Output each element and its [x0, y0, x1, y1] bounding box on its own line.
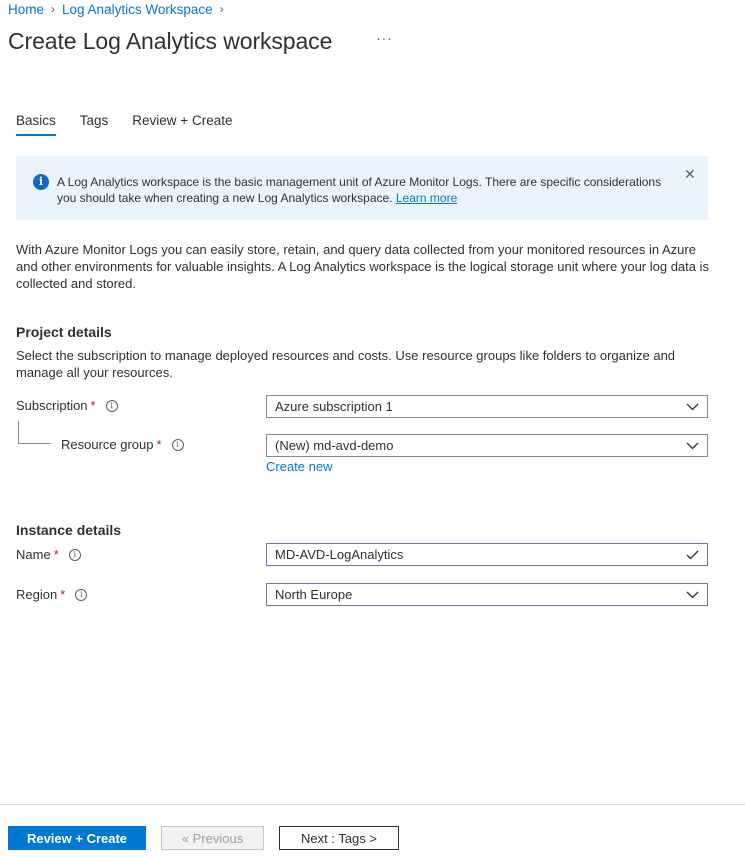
breadcrumb-home[interactable]: Home: [8, 1, 45, 17]
name-label-text: Name: [16, 547, 51, 562]
previous-button[interactable]: « Previous: [161, 826, 264, 850]
info-icon[interactable]: i: [75, 589, 87, 601]
tab-review-create[interactable]: Review + Create: [132, 113, 233, 128]
required-marker: *: [156, 437, 162, 452]
breadcrumb-log-analytics[interactable]: Log Analytics Workspace: [62, 1, 213, 17]
info-icon: i: [33, 174, 49, 190]
info-banner: [16, 156, 708, 220]
footer-divider: [0, 804, 745, 805]
required-marker: *: [53, 547, 59, 562]
intro-description: With Azure Monitor Logs you can easily store, retain, and query data collected from your monitored resources in Azure and other environments for valuable insights. A Log Analytics workspace is the logical storage unit where your log data is collected and stored.: [16, 242, 710, 291]
subscription-value: Azure subscription 1: [275, 399, 393, 414]
tab-bar: [16, 113, 256, 136]
info-icon[interactable]: i: [172, 439, 184, 451]
resource-group-value: (New) md-avd-demo: [275, 438, 394, 453]
required-marker: *: [90, 398, 96, 413]
chevron-down-icon: [686, 591, 699, 599]
chevron-right-icon: ›: [219, 2, 224, 16]
instance-details-heading: Instance details: [16, 522, 122, 538]
info-icon[interactable]: i: [69, 549, 81, 561]
close-icon[interactable]: ✕: [684, 166, 696, 182]
review-create-button[interactable]: Review + Create: [8, 826, 146, 850]
resource-group-select[interactable]: [266, 434, 708, 457]
create-new-link[interactable]: Create new: [266, 459, 333, 474]
checkmark-icon: [686, 550, 699, 560]
breadcrumb: [8, 0, 231, 18]
more-options-icon[interactable]: ···: [376, 30, 393, 46]
page-title: Create Log Analytics workspace: [8, 28, 333, 54]
tab-basics[interactable]: Basics: [16, 113, 56, 136]
region-label: [16, 587, 87, 602]
resource-group-label-text: Resource group: [61, 437, 154, 452]
learn-more-link[interactable]: Learn more: [395, 191, 458, 205]
banner-message: A Log Analytics workspace is the basic management unit of Azure Monitor Logs. There are specific considerations you should take when creating a new Log Analytics workspace.: [57, 175, 662, 205]
subscription-label-text: Subscription: [16, 398, 88, 413]
project-details-heading: Project details: [16, 324, 112, 340]
required-marker: *: [60, 587, 66, 602]
name-value: MD-AVD-LogAnalytics: [275, 547, 404, 562]
region-select[interactable]: [266, 583, 708, 606]
tab-tags[interactable]: Tags: [79, 113, 109, 128]
banner-text: [57, 174, 677, 206]
chevron-down-icon: [686, 442, 699, 450]
tree-connector: [18, 443, 51, 444]
chevron-down-icon: [686, 403, 699, 411]
resource-group-label: [61, 437, 184, 452]
project-details-description: Select the subscription to manage deployed resources and costs. Use resource groups like folders to organize and manage all your resources.: [16, 348, 676, 380]
subscription-select[interactable]: [266, 395, 708, 418]
chevron-right-icon: ›: [51, 2, 56, 16]
info-icon[interactable]: i: [106, 400, 118, 412]
region-value: North Europe: [275, 587, 353, 602]
name-label: [16, 547, 81, 562]
region-label-text: Region: [16, 587, 58, 602]
next-tags-button[interactable]: Next : Tags >: [279, 826, 399, 850]
subscription-label: [16, 398, 118, 413]
name-input[interactable]: [266, 543, 708, 566]
tree-connector: [18, 421, 19, 443]
